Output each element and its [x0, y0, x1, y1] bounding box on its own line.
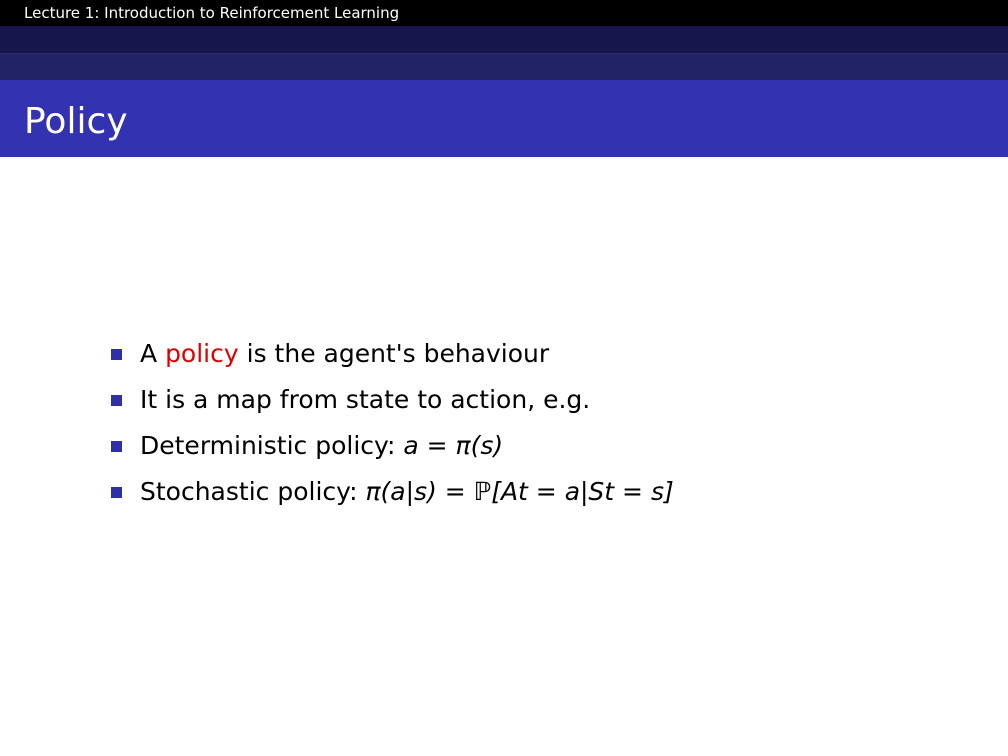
- frame-title-bar: [0, 80, 1008, 157]
- stochastic-formula: π(a|s) = ℙ[At = a|St = s]: [365, 477, 674, 506]
- header-spacer-bar: [0, 53, 1008, 80]
- highlight-policy: policy: [165, 339, 239, 368]
- bullet-text-behaviour: is the agent's behaviour: [246, 339, 550, 368]
- bullet-text-map: It is a map from state to action, e.g.: [140, 385, 591, 414]
- section-header-bar: [0, 26, 1008, 53]
- bullet-item-policy-definition: [110, 334, 970, 380]
- lecture-header-bar: [0, 0, 1008, 26]
- deterministic-label: Deterministic policy:: [140, 431, 396, 460]
- bullet-item-map: [110, 380, 970, 426]
- square-bullet-icon: [111, 349, 122, 360]
- deterministic-formula: a = π(s): [403, 431, 504, 460]
- bullet-item-stochastic: [110, 472, 970, 518]
- square-bullet-icon: [111, 395, 122, 406]
- bullet-list: [110, 334, 970, 518]
- lecture-title: Lecture 1: Introduction to Reinforcement Learning: [24, 4, 400, 22]
- stochastic-label: Stochastic policy:: [140, 477, 358, 506]
- square-bullet-icon: [111, 441, 122, 452]
- bullet-text-a: A: [140, 339, 158, 368]
- frame-title: Policy: [24, 101, 128, 142]
- bullet-item-deterministic: [110, 426, 970, 472]
- square-bullet-icon: [111, 487, 122, 498]
